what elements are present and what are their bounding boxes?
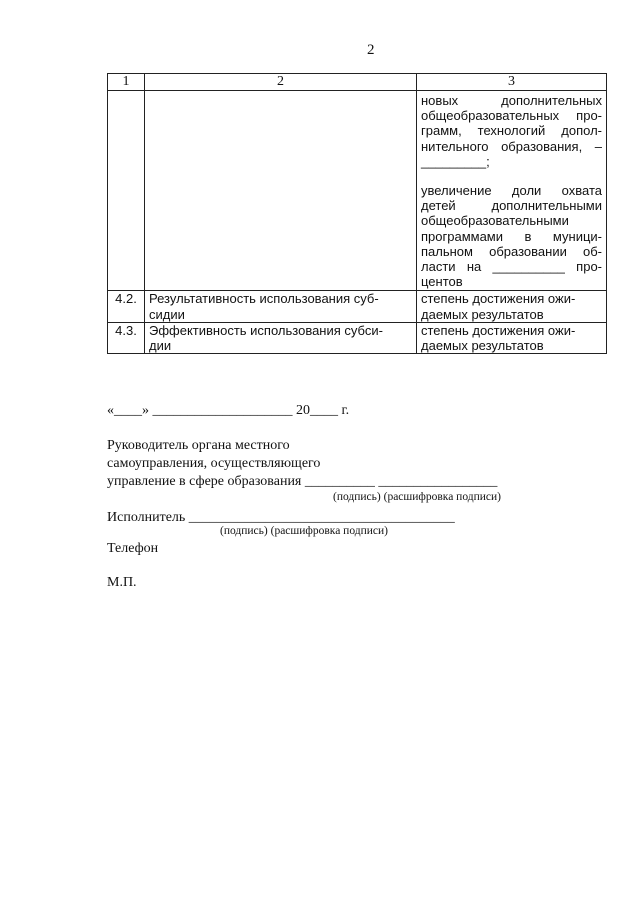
row-name-cell xyxy=(145,322,417,353)
executor-signature-caption: (подпись) (расшифровка подписи) xyxy=(220,525,389,537)
row-number-cell: 4.2. xyxy=(108,291,145,322)
row-name-line: Результативность использования суб- xyxy=(149,291,379,307)
row-indicator-line: степень достижения ожи- xyxy=(421,291,576,307)
table-row-continued xyxy=(108,91,607,291)
row-name-cell xyxy=(145,291,417,322)
indicator-text-line: центов xyxy=(421,274,463,290)
row-indicator-cell xyxy=(417,322,607,353)
date-line: «____» ____________________ 20____ г. xyxy=(107,403,350,418)
indicator-text-line: общеобразовательных про- xyxy=(421,108,602,124)
table-header-row xyxy=(108,74,607,91)
empty-name-cell xyxy=(145,91,417,291)
table-row xyxy=(108,322,607,353)
row-name-line: дии xyxy=(149,338,172,354)
stamp-label: М.П. xyxy=(107,575,137,590)
header-col-3: 3 xyxy=(417,74,607,91)
row-indicator-line: даемых результатов xyxy=(421,338,544,354)
head-signature-caption: (подпись) (расшифровка подписи) xyxy=(333,491,502,503)
indicators-table xyxy=(107,73,607,354)
header-col-1: 1 xyxy=(108,74,145,91)
indicator-text-line: ласти на __________ про- xyxy=(421,259,602,275)
indicator-text-line: общеобразовательными xyxy=(421,213,569,229)
indicator-text-line: нительного образования, – xyxy=(421,138,602,154)
head-line-3: управление в сфере образования __________ _________________ xyxy=(107,474,498,489)
indicator-text-line: программами в муници- xyxy=(421,228,602,244)
row-indicator-line: степень достижения ожи- xyxy=(421,322,576,338)
row-indicator-cell xyxy=(417,291,607,322)
row-indicator-line: даемых результатов xyxy=(421,306,544,322)
executor-line: Исполнитель ______________________________________ xyxy=(107,510,455,525)
page-number: 2 xyxy=(367,42,375,58)
indicator-text-line: пальном образовании об- xyxy=(421,243,602,259)
row-name-line: сидии xyxy=(149,306,185,322)
head-line-1: Руководитель органа местного xyxy=(107,438,290,453)
paragraph-gap xyxy=(421,169,602,183)
row-name-line: Эффективность использования субси- xyxy=(149,322,383,338)
phone-label: Телефон xyxy=(107,541,159,556)
empty-num-cell xyxy=(108,91,145,291)
continued-indicator-cell xyxy=(417,91,607,291)
table-row xyxy=(108,291,607,322)
indicator-text-line: новых дополнительных xyxy=(421,93,602,108)
indicator-text-line: _________; xyxy=(421,153,490,169)
row-number-cell: 4.3. xyxy=(108,322,145,353)
indicator-text-line: увеличение доли охвата xyxy=(421,183,602,199)
head-line-2: самоуправления, осуществляющего xyxy=(107,456,321,471)
header-col-2: 2 xyxy=(145,74,417,91)
indicator-text-line: грамм, технологий допол- xyxy=(421,123,602,139)
indicator-text-line: детей дополнительными xyxy=(421,198,602,214)
